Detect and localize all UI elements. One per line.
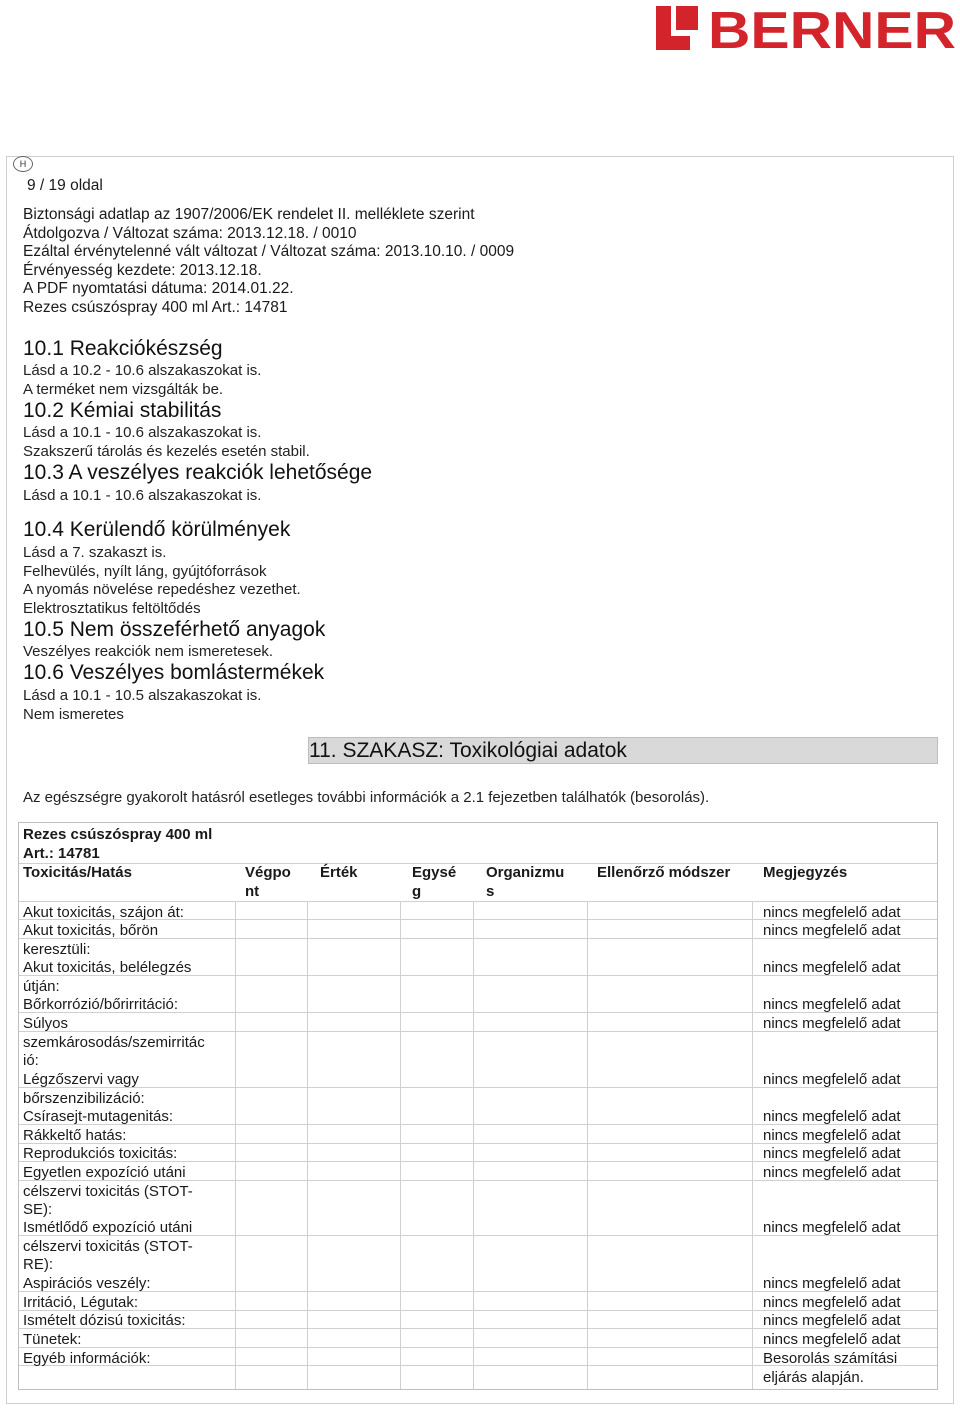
- table-row-effect: Ismételt dózisú toxicitás:: [23, 1312, 186, 1329]
- table-row-note: Besorolás számítási eljárás alapján.: [763, 1350, 898, 1386]
- table-row-effect: Rákkeltő hatás:: [23, 1127, 127, 1144]
- section-10-5-line: Veszélyes reakciók nem ismeretesek.: [23, 643, 274, 660]
- section-10-6-title: 10.6 Veszélyes bomlástermékek: [23, 661, 325, 684]
- section-10-5-title: 10.5 Nem összeférhető anyagok: [23, 618, 326, 641]
- table-row-effect: Légzőszervi vagy bőrszenzibilizáció:: [23, 1071, 145, 1107]
- table-row-effect: Tünetek:: [23, 1331, 82, 1348]
- page-number: 9 / 19 oldal: [27, 177, 103, 194]
- section-11-intro: Az egészségre gyakorolt hatásról esetleges további információk a 2.1 fejezetben találhatók (besorolás).: [23, 789, 710, 806]
- header-line-product: Rezes csúszóspray 400 ml Art.: 14781: [23, 299, 288, 316]
- table-row-note: nincs megfelelő adat: [763, 1219, 901, 1236]
- table-column-divider: [400, 901, 401, 1389]
- berner-logo: [656, 6, 956, 52]
- table-row-effect: Csírasejt-mutagenitás:: [23, 1108, 174, 1125]
- header-line-revision: Átdolgozva / Változat száma: 2013.12.18. / 0010: [23, 225, 357, 242]
- section-10-4-line: Lásd a 7. szakaszt is.: [23, 544, 167, 561]
- section-10-1-title: 10.1 Reakciókészség: [23, 337, 223, 360]
- section-10-3-title: 10.3 A veszélyes reakciók lehetősége: [23, 461, 373, 484]
- section-10-6-line: Lásd a 10.1 - 10.5 alszakaszokat is.: [23, 687, 262, 704]
- section-10-4-line: A nyomás növelése repedéshez vezethet.: [23, 581, 301, 598]
- column-header-organism: Organizmu s: [486, 864, 565, 900]
- table-divider: [19, 901, 937, 902]
- table-row-note: nincs megfelelő adat: [763, 1015, 901, 1032]
- table-row-note: nincs megfelelő adat: [763, 904, 901, 921]
- table-row-effect: Akut toxicitás, belélegzés útján:: [23, 959, 192, 995]
- section-10-4-line: Elektrosztatikus feltöltődés: [23, 600, 201, 617]
- product-article: Art.: 14781: [23, 845, 100, 862]
- table-row-effect: Egyetlen expozíció utáni célszervi toxicitás (STOT- SE):: [23, 1164, 193, 1218]
- column-header-endpoint: Végpo nt: [245, 864, 291, 900]
- table-row-effect: Akut toxicitás, szájon át:: [23, 904, 184, 921]
- table-row-effect: Akut toxicitás, bőrön keresztüli:: [23, 922, 159, 958]
- table-row-note: nincs megfelelő adat: [763, 1108, 901, 1125]
- language-badge: H: [13, 156, 33, 172]
- table-row-effect: Irritáció, Légutak:: [23, 1294, 139, 1311]
- section-10-2-line: Lásd a 10.1 - 10.6 alszakaszokat is.: [23, 424, 262, 441]
- section-11-banner: [308, 737, 938, 764]
- table-row-note: nincs megfelelő adat: [763, 1071, 901, 1088]
- section-10-2-title: 10.2 Kémiai stabilitás: [23, 399, 222, 422]
- column-header-unit: Egysé g: [412, 864, 457, 900]
- table-column-divider: [473, 901, 474, 1389]
- product-name: Rezes csúszóspray 400 ml: [23, 826, 213, 843]
- table-row-note: nincs megfelelő adat: [763, 1331, 901, 1348]
- toxicology-table: [18, 822, 938, 1390]
- logo-text: BERNER: [708, 6, 956, 52]
- berner-logo-mark: [656, 6, 956, 52]
- header-line-superseded: Ezáltal érvénytelenné vált változat / Változat száma: 2013.10.10. / 0009: [23, 243, 515, 260]
- table-row-note: nincs megfelelő adat: [763, 1164, 901, 1181]
- table-column-divider: [587, 901, 588, 1389]
- table-column-divider: [752, 901, 753, 1389]
- section-10-1-line: Lásd a 10.2 - 10.6 alszakaszokat is.: [23, 362, 262, 379]
- column-header-toxicity: Toxicitás/Hatás: [23, 864, 132, 881]
- table-row-effect: Reprodukciós toxicitás:: [23, 1145, 178, 1162]
- table-row-effect: Aspirációs veszély:: [23, 1275, 151, 1292]
- table-row-effect: Súlyos szemkárosodás/szemirritác ió:: [23, 1015, 205, 1069]
- header-line-print-date: A PDF nyomtatási dátuma: 2014.01.22.: [23, 280, 294, 297]
- header-line-valid-from: Érvényesség kezdete: 2013.12.18.: [23, 262, 262, 279]
- table-row-note: nincs megfelelő adat: [763, 1145, 901, 1162]
- table-row-note: nincs megfelelő adat: [763, 1312, 901, 1329]
- section-10-2-line: Szakszerű tárolás és kezelés esetén stabil.: [23, 443, 310, 460]
- column-header-method: Ellenőrző módszer: [597, 864, 731, 881]
- section-10-6-line: Nem ismeretes: [23, 706, 124, 723]
- table-row-note: nincs megfelelő adat: [763, 922, 901, 939]
- table-row-note: nincs megfelelő adat: [763, 1127, 901, 1144]
- header-line-regulation: Biztonsági adatlap az 1907/2006/EK rendelet II. melléklete szerint: [23, 206, 475, 223]
- table-column-divider: [235, 901, 236, 1389]
- column-header-value: Érték: [320, 864, 358, 881]
- section-10-4-line: Felhevülés, nyílt láng, gyújtóforrások: [23, 563, 267, 580]
- section-10-3-line: Lásd a 10.1 - 10.6 alszakaszokat is.: [23, 487, 262, 504]
- table-row-note: nincs megfelelő adat: [763, 1294, 901, 1311]
- table-row-note: nincs megfelelő adat: [763, 959, 901, 976]
- table-row-effect: Ismétlődő expozíció utáni célszervi toxicitás (STOT- RE):: [23, 1219, 193, 1273]
- section-10-4-title: 10.4 Kerülendő körülmények: [23, 518, 291, 541]
- table-row-note: nincs megfelelő adat: [763, 996, 901, 1013]
- table-column-divider: [307, 901, 308, 1389]
- section-10-1-line: A terméket nem vizsgálták be.: [23, 381, 224, 398]
- table-row-note: nincs megfelelő adat: [763, 1275, 901, 1292]
- column-header-note: Megjegyzés: [763, 864, 848, 881]
- section-11-title: 11. SZAKASZ: Toxikológiai adatok: [309, 739, 627, 762]
- table-row-effect: Egyéb információk:: [23, 1350, 151, 1367]
- table-row-effect: Bőrkorrózió/bőrirritáció:: [23, 996, 179, 1013]
